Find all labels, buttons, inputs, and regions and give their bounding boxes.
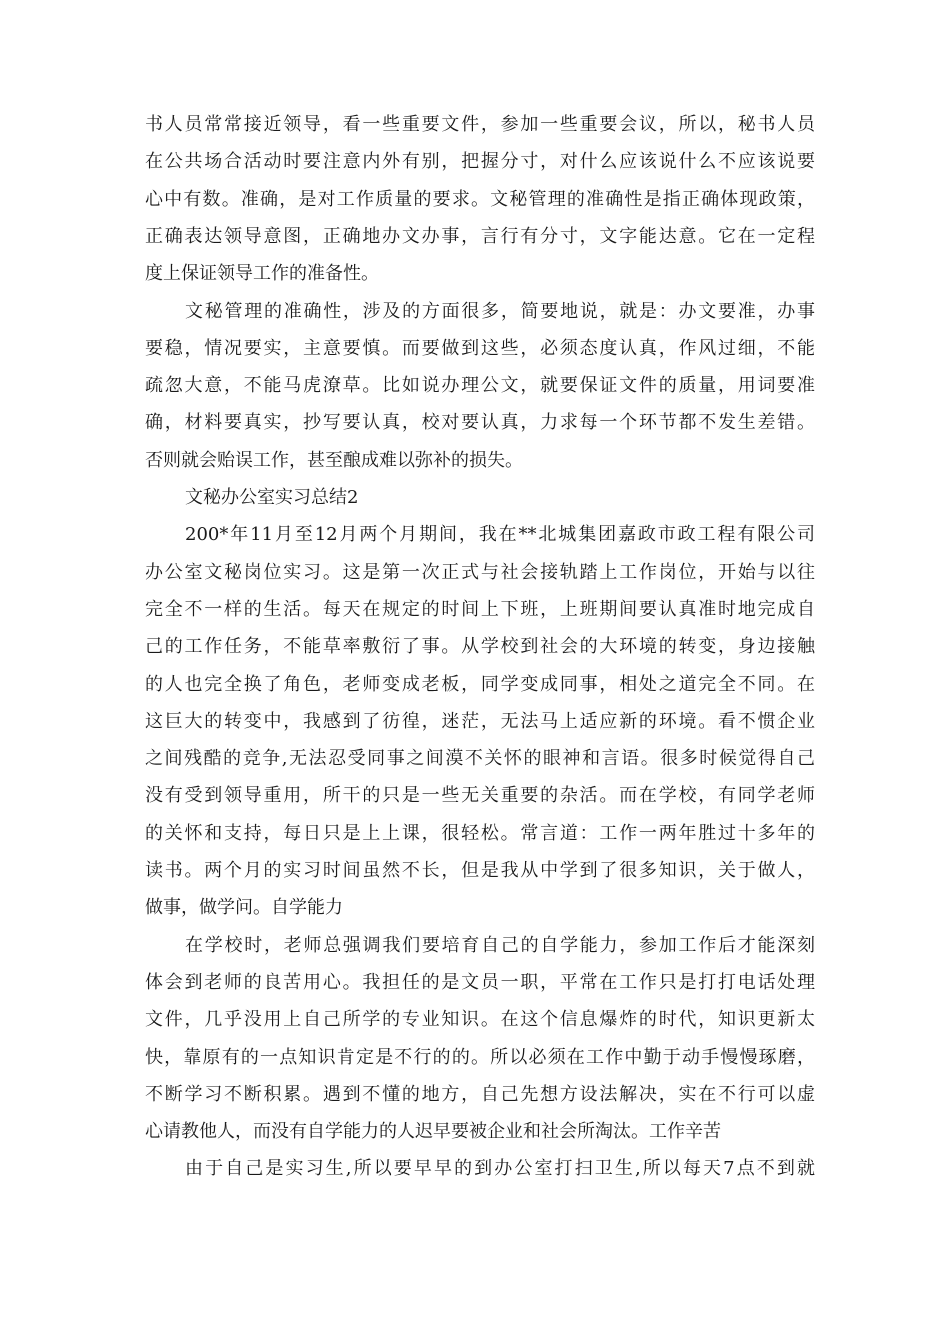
text-line: 文秘办公室实习总结2: [185, 487, 359, 508]
text-line: 要稳，情况要实，主意要慎。而要做到这些，必须态度认真，作风过细，不能: [145, 337, 815, 359]
text-line: 己的工作任务，不能草率敷衍了事。从学校到社会的大环境的转变，身边接触: [145, 636, 815, 658]
text-line: 由于自己是实习生,所以要早早的到办公室打扫卫生,所以每天7点不到就: [185, 1158, 815, 1180]
text-line: 不断学习不断积累。遇到不懂的地方，自己先想方设法解决，实在不行可以虚: [145, 1083, 815, 1105]
text-line: 读书。两个月的实习时间虽然不长，但是我从中学到了很多知识，关于做人，: [145, 860, 815, 881]
text-line: 书人员常常接近领导，看一些重要文件，参加一些重要会议，所以，秘书人员: [145, 114, 815, 135]
text-line: 心中有数。准确，是对工作质量的要求。文秘管理的准确性是指正确体现政策，: [145, 188, 815, 210]
text-line: 文件，几乎没用上自己所学的专业知识。在这个信息爆炸的时代，知识更新太: [145, 1009, 815, 1031]
text-line: 疏忽大意，不能马虎潦草。比如说办理公文，就要保证文件的质量，用词要准: [145, 375, 815, 397]
text-line: 度上保证领导工作的准备性。: [145, 263, 379, 285]
text-line: 完全不一样的生活。每天在规定的时间上下班，上班期间要认真准时地完成自: [145, 598, 815, 620]
text-line: 快，靠原有的一点知识肯定是不行的的。所以必须在工作中勤于动手慢慢琢磨，: [145, 1046, 815, 1068]
text-line: 的关怀和支持，每日只是上上课，很轻松。常言道：工作一两年胜过十多年的: [145, 822, 815, 844]
text-line: 心请教他人，而没有自学能力的人迟早要被企业和社会所淘汰。工作辛苦: [145, 1121, 721, 1143]
text-line: 在学校时，老师总强调我们要培育自己的自学能力，参加工作后才能深刻: [185, 934, 815, 956]
text-line: 做事，做学问。自学能力: [145, 897, 343, 919]
text-line: 没有受到领导重用，所干的只是一些无关重要的杂活。而在学校，有同学老师: [145, 785, 815, 807]
text-line: 这巨大的转变中，我感到了彷徨，迷茫，无法马上适应新的环境。看不惯企业: [145, 710, 815, 732]
text-line: 办公室文秘岗位实习。这是第一次正式与社会接轨踏上工作岗位，开始与以往: [145, 561, 815, 583]
text-line: 否则就会贻误工作，甚至酿成难以弥补的损失。: [145, 449, 523, 471]
text-line: 确，材料要真实，抄写要认真，校对要认真，力求每一个环节都不发生差错。: [145, 412, 815, 434]
text-line: 体会到老师的良苦用心。我担任的是文员一职，平常在工作只是打打电话处理: [145, 971, 815, 993]
text-line: 在公共场合活动时要注意内外有别，把握分寸，对什么应该说什么不应该说要: [145, 151, 815, 173]
text-line: 文秘管理的准确性，涉及的方面很多，简要地说，就是：办文要准，办事: [185, 300, 815, 322]
text-line: 的人也完全换了角色，老师变成老板，同学变成同事，相处之道完全不同。在: [145, 673, 815, 695]
text-line: 200*年11月至12月两个月期间，我在**北城集团嘉政市政工程有限公司: [185, 524, 815, 546]
text-line: 正确表达领导意图，正确地办文办事，言行有分寸，文字能达意。它在一定程: [145, 225, 815, 247]
text-line: 之间残酷的竞争,无法忍受同事之间漠不关怀的眼神和言语。很多时候觉得自己: [145, 748, 815, 770]
